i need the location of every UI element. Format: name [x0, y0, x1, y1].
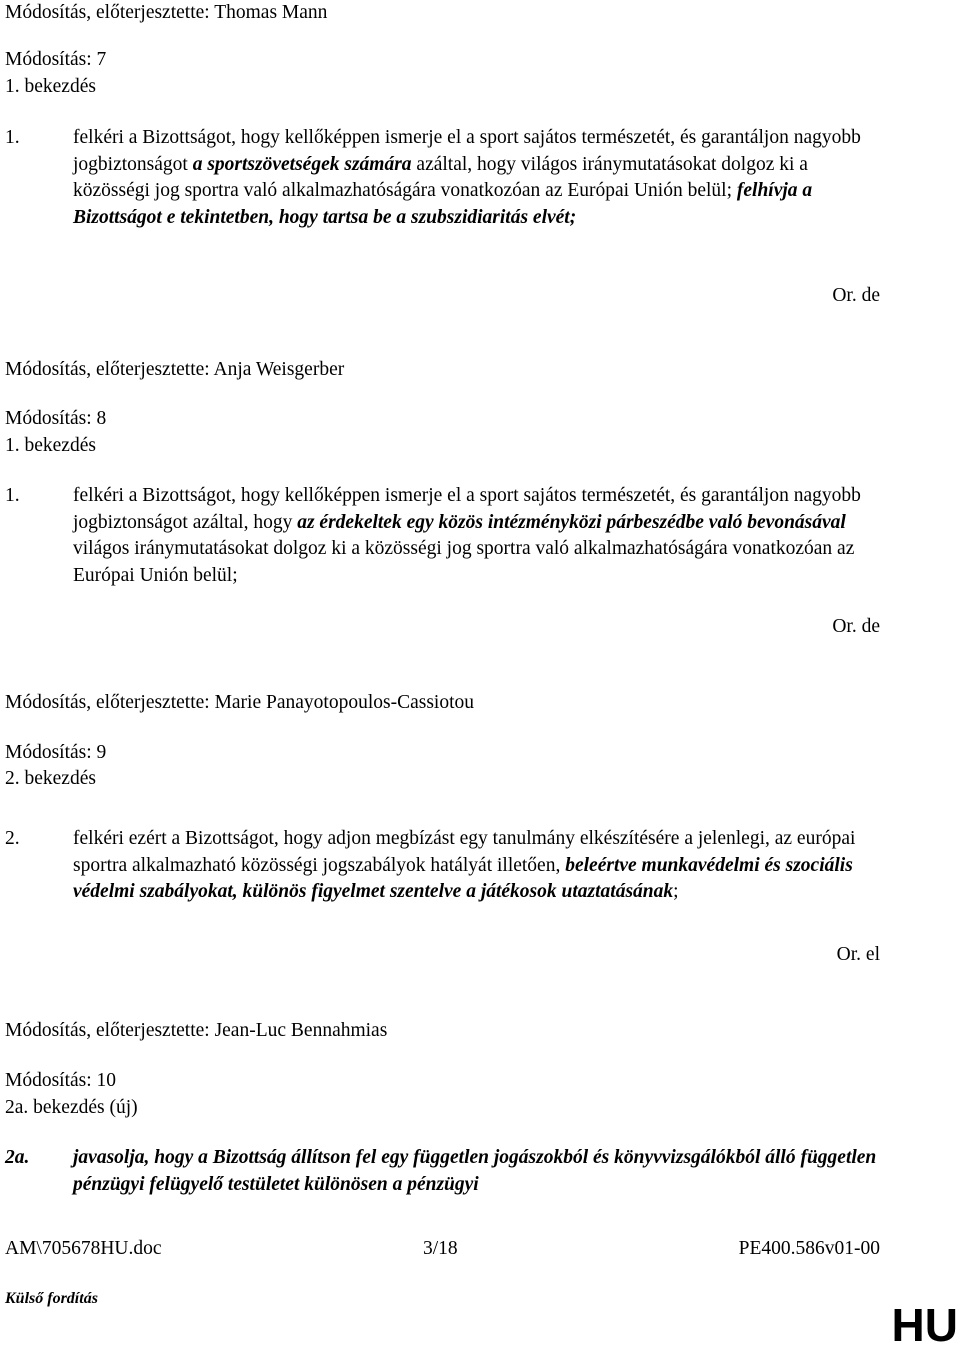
emphasized-text: beleértve munkavédelmi és szociális védelmi szabályokat, különös figyelmet szentelve a játékosok utaztatásának — [73, 854, 853, 902]
amendment-9-body — [73, 826, 883, 906]
amendment-10-submitter: Módosítás, előterjesztette: Jean-Luc Bennahmias — [5, 1020, 388, 1041]
emphasized-text: felhívja a Bizottságot e tekintetben, hogy tartsa be a szubszidiaritás elvét; — [73, 180, 813, 228]
amendment-7-number: Módosítás: 7 — [5, 49, 107, 70]
amendment-8-original-language: Or. de — [832, 616, 880, 637]
amendment-7-paragraph: 1. bekezdés — [5, 76, 96, 97]
emphasized-text: a sportszövetségek számára — [192, 153, 412, 175]
body-text: világos iránymutatásokat dolgoz ki a közösségi jog sportra való alkalmazhatóságára vonatkozóan az Európai Unión belül; — [73, 538, 855, 586]
amendment-10-paragraph: 2a. bekezdés (új) — [5, 1097, 138, 1118]
amendment-7-item-number: 1. — [5, 127, 20, 148]
footer-pe-ref: PE400.586v01-00 — [738, 1238, 880, 1259]
amendment-8-text — [5, 483, 885, 589]
amendment-9-number: Módosítás: 9 — [5, 742, 107, 763]
emphasized-text: javasolja, hogy a Bizottság állítson fel egy független jogászokból és könyvvizsgálókból álló független pénzügyi felügyelő testületet különösen a pénzügyi — [73, 1147, 877, 1195]
amendment-8-body — [73, 483, 883, 589]
language-code: HU — [891, 1299, 958, 1351]
amendment-10-body — [73, 1145, 883, 1198]
body-text: azáltal, hogy világos iránymutatásokat dolgoz ki a közösségi jog sportra való alkalmazhatóságára vonatkozóan az Európai Unión belül; — [73, 153, 808, 201]
amendment-9-paragraph: 2. bekezdés — [5, 768, 96, 789]
amendment-7-original-language: Or. de — [832, 285, 880, 306]
body-text: felkéri ezért a Bizottságot, hogy adjon megbízást egy tanulmány elkészítésére a jelenlegi, az európai sportra alkalmazható közösségi jogszabályok hatályát illetően, — [73, 828, 856, 876]
footer-page-number: 3/18 — [423, 1238, 458, 1259]
amendment-10-text — [5, 1145, 885, 1198]
amendment-8-number: Módosítás: 8 — [5, 408, 107, 429]
amendment-10-item-number: 2a. — [5, 1147, 30, 1168]
footer-doc-ref: AM\705678HU.doc — [5, 1238, 162, 1259]
amendment-9-submitter: Módosítás, előterjesztette: Marie Panayotopoulos-Cassiotou — [5, 692, 474, 713]
emphasized-text: az érdekeltek egy közös intézményközi párbeszédbe való bevonásával — [297, 511, 846, 533]
footer-translation-note: Külső fordítás — [5, 1290, 98, 1307]
amendment-9-original-language: Or. el — [836, 944, 880, 965]
body-text: ; — [673, 881, 679, 902]
amendment-7-body — [73, 125, 883, 231]
amendment-9-item-number: 2. — [5, 828, 20, 849]
body-text: felkéri a Bizottságot, hogy kellőképpen ismerje el a sport sajátos természetét, és garantáljon nagyobb jogbiztonságot — [73, 127, 861, 175]
amendment-7-text — [5, 125, 885, 231]
body-text: felkéri a Bizottságot, hogy kellőképpen ismerje el a sport sajátos természetét, és garantáljon nagyobb jogbiztonságot azáltal, hogy — [73, 485, 861, 533]
amendment-9-text — [5, 826, 885, 906]
amendment-8-submitter: Módosítás, előterjesztette: Anja Weisgerber — [5, 359, 345, 380]
amendment-10-number: Módosítás: 10 — [5, 1070, 117, 1091]
amendment-8-paragraph: 1. bekezdés — [5, 435, 96, 456]
amendment-7-submitter: Módosítás, előterjesztette: Thomas Mann — [5, 2, 328, 23]
amendment-8-item-number: 1. — [5, 485, 20, 506]
